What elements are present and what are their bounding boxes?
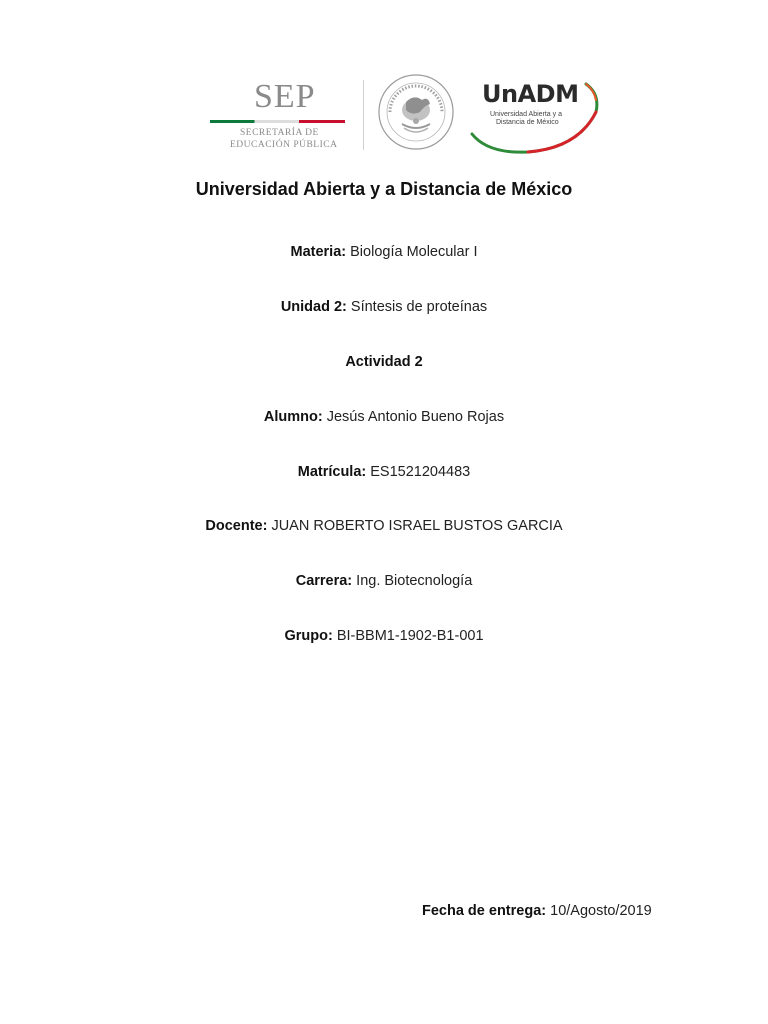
field-docente: [0, 518, 768, 534]
delivery-date: [422, 903, 652, 919]
field-grupo-value: BI-BBM1-1902-B1-001: [336, 628, 484, 644]
field-materia-value: Biología Molecular I: [350, 244, 478, 260]
unadm-logo-line-1: Universidad Abierta y a: [490, 111, 562, 118]
field-carrera-value: Ing. Biotecnología: [356, 573, 473, 589]
unadm-logo: [468, 72, 608, 156]
field-grupo: [0, 628, 768, 644]
field-alumno-value: Jesús Antonio Bueno Rojas: [326, 409, 505, 425]
mexican-seal-icon: [376, 72, 456, 152]
field-grupo-label: Grupo:: [284, 628, 333, 644]
sep-logo-word: SEP: [254, 78, 316, 115]
header-logos: [200, 70, 610, 160]
delivery-date-label: Fecha de entrega:: [422, 903, 547, 919]
sep-logo-tricolor-rule: [210, 120, 345, 123]
delivery-date-value: 10/Agosto/2019: [550, 903, 652, 919]
field-docente-value: JUAN ROBERTO ISRAEL BUSTOS GARCIA: [271, 518, 563, 534]
field-matricula-value: ES1521204483: [370, 464, 471, 480]
university-title: Universidad Abierta y a Distancia de México: [195, 179, 573, 199]
field-docente-label: Docente:: [205, 518, 268, 534]
field-unidad-value: Síntesis de proteínas: [350, 299, 488, 315]
field-materia: [0, 244, 768, 260]
field-alumno-label: Alumno:: [263, 409, 323, 425]
field-matricula: [0, 464, 768, 480]
field-materia-label: Materia:: [290, 244, 347, 260]
unadm-logo-line-2: Distancia de México: [496, 119, 559, 126]
field-carrera: [0, 573, 768, 589]
logo-divider: [363, 80, 364, 150]
field-unidad: [0, 299, 768, 315]
field-alumno: [0, 409, 768, 425]
unadm-logo-word: UnADM: [482, 80, 579, 108]
field-unidad-label: Unidad 2:: [280, 299, 347, 315]
sep-logo-line-2: EDUCACIÓN PÚBLICA: [230, 140, 338, 150]
field-matricula-label: Matrícula:: [297, 464, 367, 480]
sep-logo: [210, 78, 350, 158]
field-carrera-label: Carrera:: [295, 573, 353, 589]
sep-logo-line-1: SECRETARÍA DE: [240, 128, 319, 138]
field-actividad: Actividad 2: [345, 354, 423, 370]
